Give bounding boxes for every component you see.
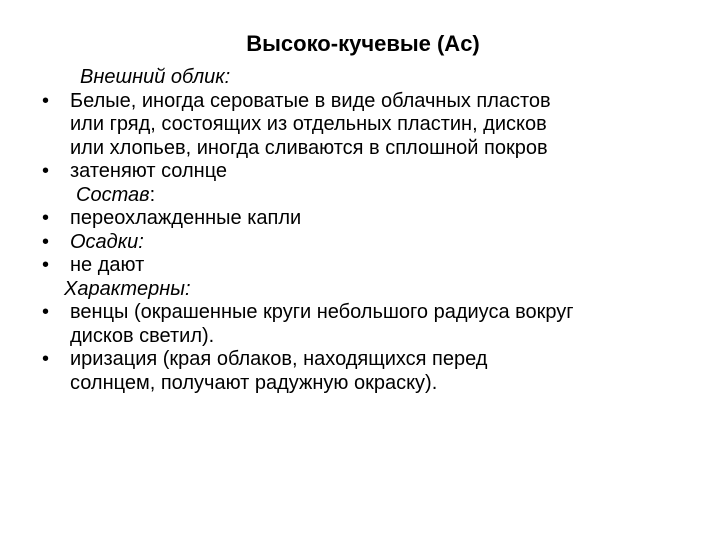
bullet-line (40, 113, 680, 137)
characteristic-heading: Характерны: (64, 277, 191, 300)
bullet-line (40, 137, 680, 161)
bullet-line (40, 231, 680, 255)
bullet-line (40, 207, 680, 231)
bullet-text: венцы (окрашенные круги небольшого радиуса вокруг (70, 301, 574, 323)
precipitation-heading: Осадки: (70, 230, 144, 253)
bullet-icon: • (42, 207, 50, 229)
bullet-icon: • (42, 160, 50, 182)
bullet-text: дисков светил). (70, 324, 215, 347)
bullet-text: Белые, иногда сероватые в виде облачных пластов (70, 89, 551, 112)
bullet-line (40, 348, 680, 372)
bullet-item (40, 348, 680, 395)
composition-heading-text: Состав (76, 183, 150, 206)
bullet-item (40, 254, 680, 278)
appearance-heading: Внешний облик: (80, 66, 231, 88)
bullet-icon: • (42, 254, 50, 276)
bullet-item (40, 90, 680, 161)
bullet-line (40, 372, 680, 396)
slide-content (40, 66, 680, 395)
bullet-icon: • (42, 89, 50, 112)
slide-title: Высоко-кучевые (Ac) (246, 31, 480, 56)
bullet-line (40, 160, 680, 184)
bullet-text: затеняют солнце (70, 160, 228, 182)
bullet-item (40, 301, 680, 348)
bullet-text: солнцем, получают радужную окраску). (70, 371, 438, 394)
bullet-icon: • (42, 230, 50, 253)
bullet-text: или гряд, состоящих из отдельных пластин, дисков (70, 113, 547, 135)
bullet-item (40, 160, 680, 184)
bullet-icon: • (42, 348, 50, 370)
bullet-line (40, 254, 680, 278)
bullet-line (40, 90, 680, 114)
bullet-text: или хлопьев, иногда сливаются в сплошной покров (70, 136, 548, 159)
composition-heading (40, 184, 680, 208)
bullet-line (40, 301, 680, 325)
bullet-line (40, 325, 680, 349)
bullet-item (40, 231, 680, 255)
composition-heading-colon: : (149, 183, 156, 206)
bullet-item (40, 207, 680, 231)
bullet-text: не дают (70, 254, 145, 276)
bullet-icon: • (42, 301, 50, 323)
bullet-text: переохлажденные капли (70, 207, 302, 229)
bullet-text: иризация (края облаков, находящихся перед (70, 348, 488, 370)
